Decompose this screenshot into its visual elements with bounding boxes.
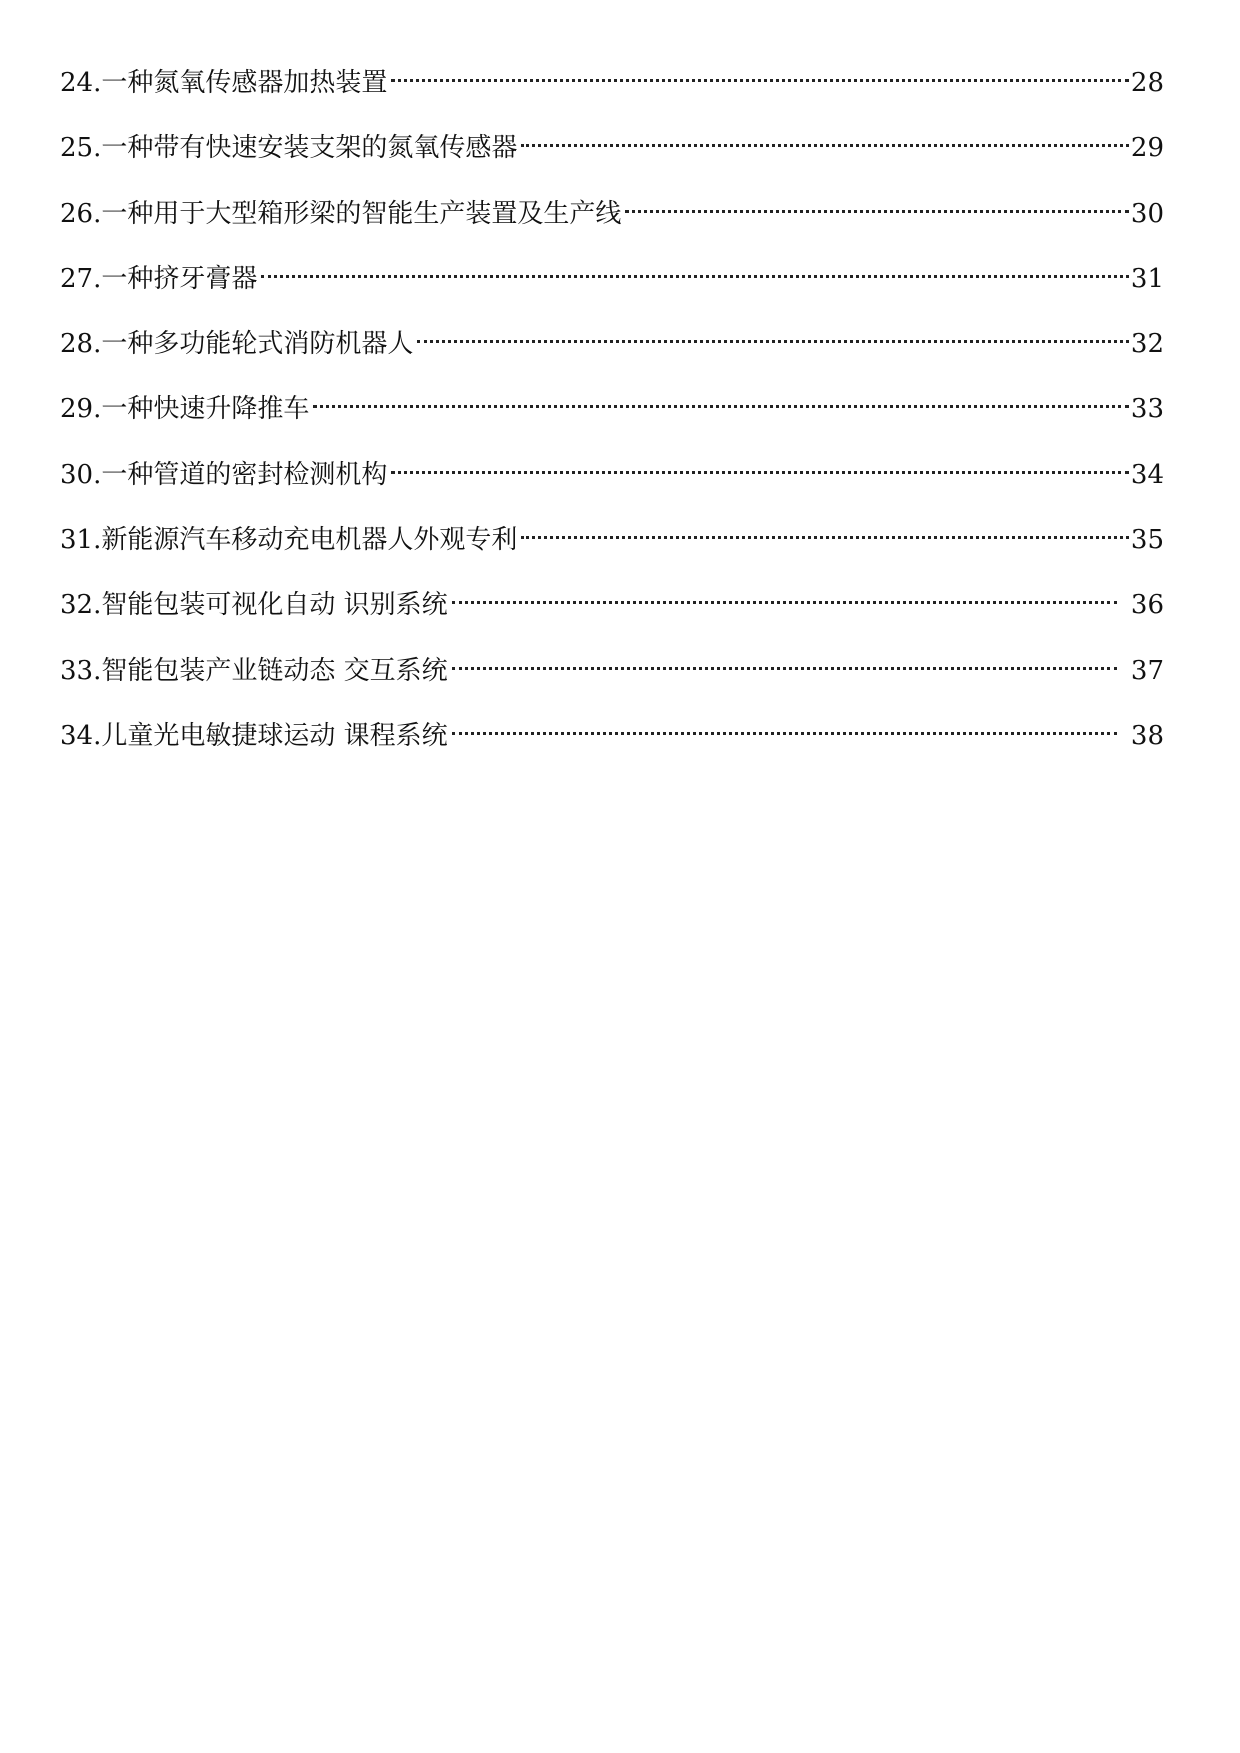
toc-entry[interactable] bbox=[60, 719, 1164, 784]
toc-entry-number: 27. bbox=[60, 263, 102, 294]
toc-entry-number: 30. bbox=[60, 459, 102, 490]
toc-entry-title: 一种管道的密封检测机构 bbox=[101, 459, 388, 490]
toc-entry-page: 30 bbox=[1130, 198, 1164, 229]
toc-entry-page: 35 bbox=[1130, 525, 1164, 556]
toc-entry-page: 37 bbox=[1130, 655, 1164, 686]
toc-entry-page: 34 bbox=[1130, 459, 1164, 490]
dot-leader bbox=[261, 275, 1129, 278]
dot-leader bbox=[452, 667, 1117, 670]
dot-leader bbox=[417, 340, 1129, 343]
toc-entry[interactable] bbox=[60, 66, 1164, 131]
toc-entry-title: 一种快速升降推车 bbox=[101, 394, 310, 425]
dot-leader bbox=[391, 79, 1129, 82]
toc-entry-number: 24. bbox=[60, 68, 102, 98]
toc-entry-title: 智能包装产业链动态 交互系统 bbox=[101, 655, 448, 686]
toc-entry-page: 36 bbox=[1130, 590, 1164, 621]
toc-entry-title: 新能源汽车移动充电机器人外观专利 bbox=[101, 525, 518, 556]
toc-entry-number: 28. bbox=[60, 329, 102, 360]
toc-entry-title: 一种带有快速安装支架的氮氧传感器 bbox=[101, 133, 518, 164]
toc-entry-page: 31 bbox=[1130, 263, 1164, 294]
toc-entry-title: 一种氮氧传感器加热装置 bbox=[101, 68, 388, 98]
toc-entry-page: 32 bbox=[1130, 329, 1164, 360]
toc-entry-title: 智能包装可视化自动 识别系统 bbox=[101, 590, 448, 621]
toc-entry-page: 29 bbox=[1130, 133, 1164, 164]
table-of-contents bbox=[60, 66, 1164, 784]
toc-entry-title: 一种挤牙膏器 bbox=[101, 263, 258, 294]
toc-entry-page: 28 bbox=[1130, 68, 1164, 98]
toc-entry-number: 25. bbox=[60, 133, 102, 164]
toc-entry-number: 34. bbox=[60, 720, 102, 751]
toc-entry[interactable] bbox=[60, 458, 1164, 523]
toc-entry[interactable] bbox=[60, 262, 1164, 327]
toc-entry-number: 26. bbox=[60, 198, 102, 229]
toc-entry-title: 一种多功能轮式消防机器人 bbox=[101, 329, 414, 360]
toc-entry-number: 31. bbox=[60, 525, 102, 556]
toc-entry[interactable] bbox=[60, 392, 1164, 457]
toc-entry[interactable] bbox=[60, 654, 1164, 719]
dot-leader bbox=[452, 601, 1117, 604]
dot-leader bbox=[391, 471, 1129, 474]
toc-entry[interactable] bbox=[60, 327, 1164, 392]
toc-entry-page: 38 bbox=[1130, 720, 1164, 751]
toc-entry-title: 儿童光电敏捷球运动 课程系统 bbox=[101, 720, 448, 751]
dot-leader bbox=[625, 210, 1129, 213]
toc-entry[interactable] bbox=[60, 197, 1164, 262]
toc-entry-title: 一种用于大型箱形梁的智能生产装置及生产线 bbox=[101, 198, 622, 229]
toc-entry-number: 33. bbox=[60, 655, 102, 686]
dot-leader bbox=[313, 405, 1129, 408]
dot-leader bbox=[452, 732, 1117, 735]
dot-leader bbox=[521, 536, 1129, 539]
toc-entry-number: 29. bbox=[60, 394, 102, 425]
toc-entry-page: 33 bbox=[1130, 394, 1164, 425]
toc-entry[interactable] bbox=[60, 588, 1164, 653]
dot-leader bbox=[521, 144, 1129, 147]
toc-entry-number: 32. bbox=[60, 590, 102, 621]
toc-entry[interactable] bbox=[60, 523, 1164, 588]
toc-entry[interactable] bbox=[60, 131, 1164, 196]
